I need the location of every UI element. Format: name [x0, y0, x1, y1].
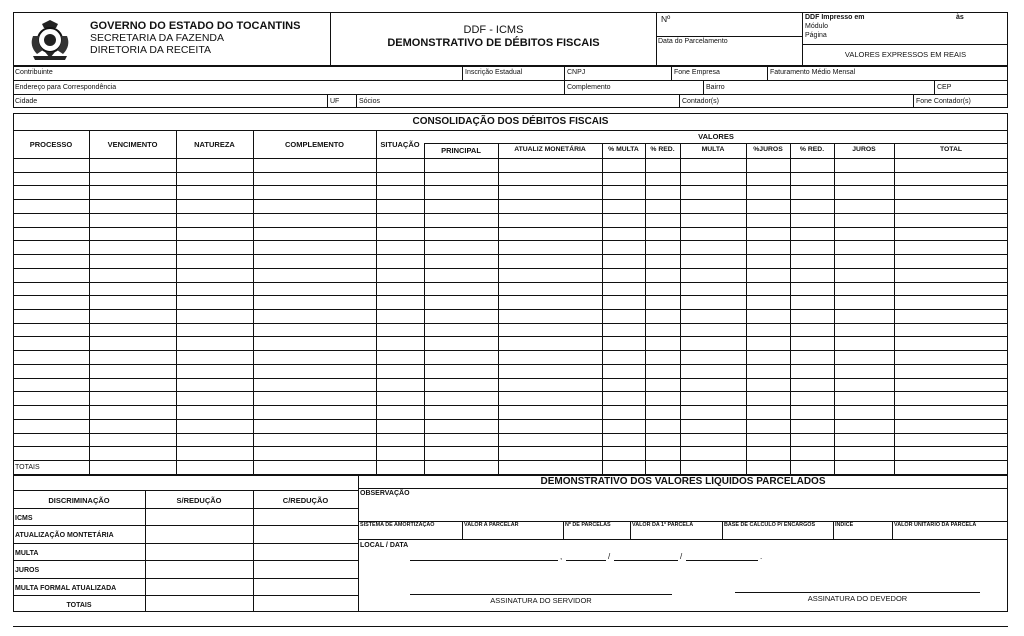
- data-parcelamento-label: Data do Parcelamento: [658, 38, 728, 45]
- table-row[interactable]: [13, 350, 1008, 351]
- doc-title: DEMONSTRATIVO DE DÉBITOS FISCAIS: [387, 37, 600, 49]
- table-row[interactable]: [13, 172, 1008, 173]
- parcel-header: ÍNDICE: [835, 522, 854, 528]
- devedor-signature-line[interactable]: [735, 592, 980, 593]
- column-header-pct-red-multa: % RED.: [650, 146, 675, 153]
- complemento-label: Complemento: [567, 84, 611, 91]
- table-row[interactable]: [13, 240, 1008, 241]
- org-line-3: DIRETORIA DA RECEITA: [90, 44, 211, 56]
- table-row[interactable]: [13, 460, 1008, 461]
- parcel-header: VALOR DA 1ª PARCELA: [632, 522, 694, 528]
- contador-label: Contador(s): [682, 98, 719, 105]
- totais-label: TOTAIS: [15, 464, 40, 471]
- liquidos-totais-label: TOTAIS: [66, 602, 92, 609]
- parcel-header: BASE DE CÁLCULO P/ ENCARGOS: [724, 522, 816, 528]
- numero-label: Nº: [661, 14, 671, 24]
- liquidos-row-rule: [13, 543, 358, 544]
- table-row[interactable]: [13, 254, 1008, 255]
- parcel-separator: [630, 521, 631, 539]
- local-line: [410, 560, 558, 561]
- socios-label: Sócios: [359, 98, 381, 105]
- liquidos-row-rule: [13, 595, 358, 596]
- day-line: [566, 560, 606, 561]
- table-row[interactable]: [13, 199, 1008, 200]
- liquidos-row-label: MULTA FORMAL ATUALIZADA: [15, 585, 117, 592]
- table-row[interactable]: [13, 213, 1008, 214]
- column-header-vencimento: VENCIMENTO: [107, 140, 158, 149]
- table-row[interactable]: [13, 323, 1008, 324]
- page-bottom-rule: [13, 626, 1008, 627]
- column-header-complemento: COMPLEMENTO: [284, 140, 345, 149]
- liquidos-title: DEMONSTRATIVO DOS VALORES LÍQUIDOS PARCELADOS: [540, 476, 826, 487]
- fone-contador-label: Fone Contador(s): [916, 98, 971, 105]
- consolidacao-title: CONSOLIDAÇÃO DOS DÉBITOS FISCAIS: [412, 116, 609, 127]
- fone-empresa-label: Fone Empresa: [674, 69, 720, 76]
- discriminacao-label: DISCRIMINAÇÃO: [48, 496, 110, 505]
- cidade-label: Cidade: [15, 98, 38, 105]
- column-header-processo: PROCESSO: [29, 140, 73, 149]
- parcel-separator: [833, 521, 834, 539]
- table-row[interactable]: [13, 268, 1008, 269]
- column-separator: [89, 130, 90, 475]
- column-separator: [176, 130, 177, 475]
- year-line: [686, 560, 758, 561]
- table-row[interactable]: [13, 378, 1008, 379]
- observacao-input[interactable]: [360, 498, 1005, 519]
- table-row[interactable]: [13, 282, 1008, 283]
- column-header-pct-red-juros: % RED.: [799, 146, 825, 153]
- liquidos-row-label: JUROS: [15, 567, 40, 574]
- table-row[interactable]: [13, 364, 1008, 365]
- modulo-label: Módulo: [805, 23, 828, 30]
- servidor-signature-line[interactable]: [410, 594, 672, 595]
- liquidos-row-rule: [13, 578, 358, 579]
- column-header-situacao: SITUAÇÃO: [380, 140, 420, 149]
- column-header-multa: MULTA: [701, 146, 725, 153]
- table-row[interactable]: [13, 391, 1008, 392]
- contribuinte-label: Contribuinte: [15, 69, 53, 76]
- local-data-label: LOCAL / DATA: [360, 542, 409, 549]
- cep-label: CEP: [937, 84, 952, 91]
- table-row[interactable]: [13, 295, 1008, 296]
- pagina-label: Página: [805, 32, 827, 39]
- state-coat-of-arms-icon: [25, 16, 75, 62]
- assinatura-servidor-label: ASSINATURA DO SERVIDOR: [490, 596, 592, 605]
- liquidos-row-rule: [13, 525, 358, 526]
- consolidacao-box: [13, 113, 1008, 475]
- table-row[interactable]: [13, 446, 1008, 447]
- parcel-header: SISTEMA DE AMORTIZAÇÃO: [360, 522, 435, 528]
- table-row[interactable]: [13, 433, 1008, 434]
- doc-code: DDF - ICMS: [463, 24, 524, 36]
- bairro-label: Bairro: [706, 84, 725, 91]
- parcel-separator: [722, 521, 723, 539]
- column-header-pct-juros: %JUROS: [753, 146, 783, 153]
- column-header-juros: JUROS: [852, 146, 876, 153]
- s-reducao-label: S/REDUÇÃO: [176, 496, 222, 505]
- inscricao-label: Inscrição Estadual: [465, 69, 523, 76]
- endereco-label: Endereço para Correspondência: [15, 84, 117, 91]
- org-line-1: GOVERNO DO ESTADO DO TOCANTINS: [90, 20, 301, 32]
- table-row[interactable]: [13, 309, 1008, 310]
- column-separator: [376, 130, 377, 475]
- liquidos-row-label: MULTA: [15, 550, 39, 557]
- column-header-principal: PRINCIPAL: [441, 146, 481, 155]
- column-header-atualiz-monetaria: ATUALIZ MONETÁRIA: [514, 146, 586, 153]
- numero-input[interactable]: [680, 14, 798, 34]
- observacao-label: OBSERVAÇÃO: [360, 490, 410, 497]
- parcel-header: Nº DE PARCELAS: [565, 522, 611, 528]
- table-row[interactable]: [13, 405, 1008, 406]
- month-line: [614, 560, 678, 561]
- parcel-header: VALOR UNITÁRIO DA PARCELA: [894, 522, 977, 528]
- column-header-total: TOTAL: [939, 146, 963, 153]
- faturamento-label: Faturamento Médio Mensal: [770, 69, 856, 76]
- parcel-separator: [892, 521, 893, 539]
- valores-label: VALORES: [698, 132, 734, 141]
- cnpj-label: CNPJ: [567, 69, 586, 76]
- parcel-header: VALOR A PARCELAR: [464, 522, 519, 528]
- impresso-suffix: às: [956, 14, 964, 21]
- column-header-pct-multa: % MULTA: [608, 146, 639, 153]
- parcel-separator: [563, 521, 564, 539]
- column-separator: [253, 130, 254, 475]
- column-header-natureza: NATUREZA: [194, 140, 235, 149]
- table-row[interactable]: [13, 419, 1008, 420]
- header-bottom-rule: [13, 158, 1008, 159]
- table-row[interactable]: [13, 227, 1008, 228]
- liquidos-row-label: ICMS: [15, 515, 33, 522]
- c-reducao-label: C/REDUÇÃO: [282, 496, 329, 505]
- parcel-separator: [462, 521, 463, 539]
- assinatura-devedor-label: ASSINATURA DO DEVEDOR: [807, 594, 908, 603]
- liquidos-row-label: ATUALIZAÇÃO MONTETÁRIA: [15, 532, 114, 539]
- org-line-2: SECRETARIA DA FAZENDA: [90, 32, 225, 44]
- liquidos-row-rule: [13, 560, 358, 561]
- table-row[interactable]: [13, 336, 1008, 337]
- table-row[interactable]: [13, 185, 1008, 186]
- valores-expressos: VALORES EXPRESSOS EM REAIS: [844, 50, 967, 59]
- impresso-label: DDF Impresso em: [805, 14, 865, 21]
- data-parcelamento-input[interactable]: [658, 47, 800, 64]
- uf-label: UF: [330, 98, 340, 105]
